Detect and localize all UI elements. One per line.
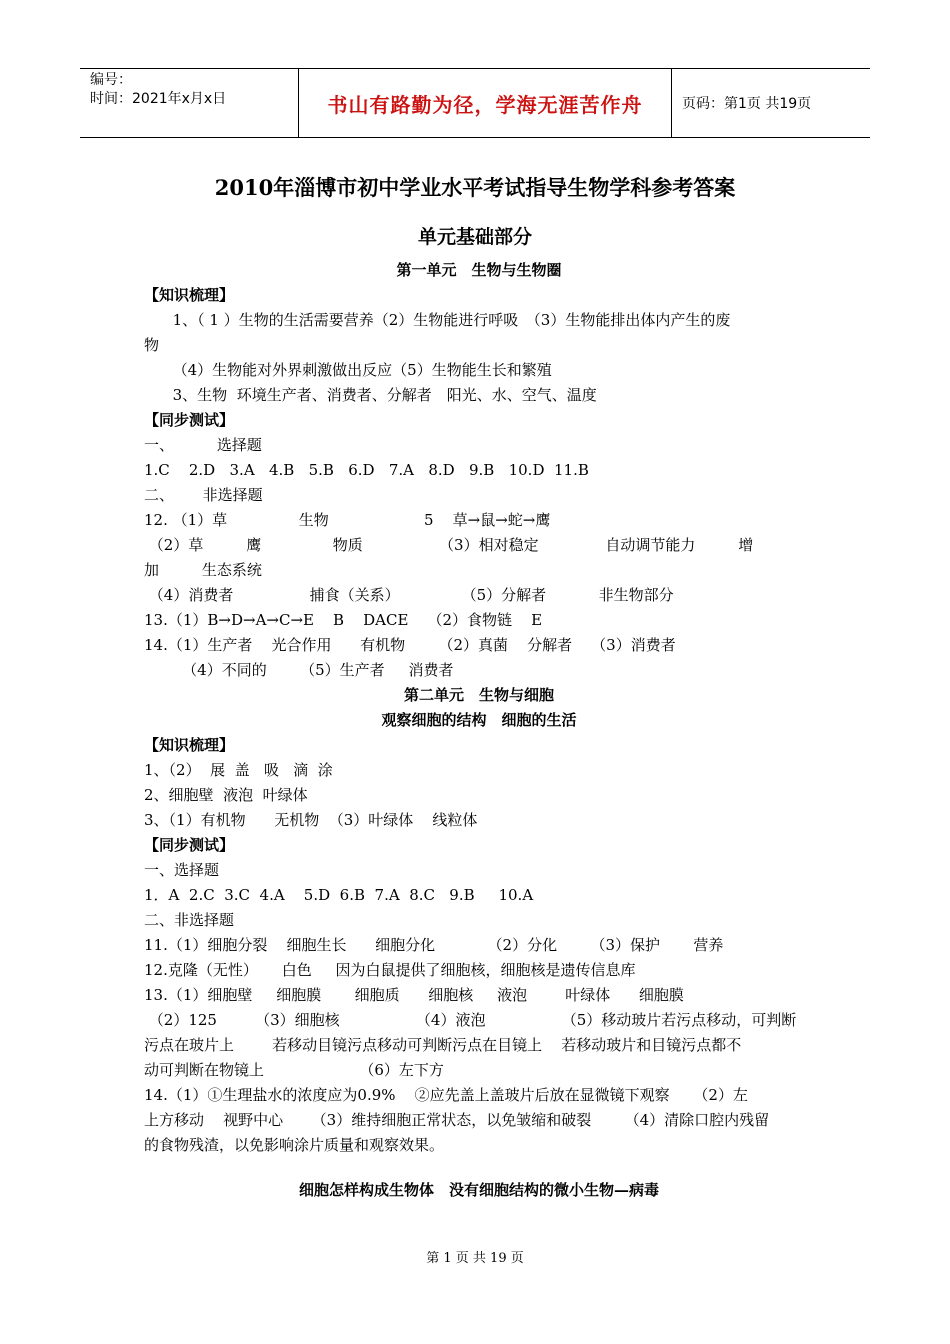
page-header <box>80 68 870 138</box>
text-line: 的食物残渣，以免影响涂片质量和观察效果。 <box>144 1136 445 1154</box>
text-line: 12.克隆（无性） 白色 因为白鼠提供了细胞核，细胞核是遗传信息库 <box>144 961 636 979</box>
page-footer: 第 1 页 共 19 页 <box>426 1251 524 1266</box>
text-line: （4）不同的 （5）生产者 消费者 <box>144 661 454 679</box>
text-line: 13.（1）B→D→A→C→E B DACE （2）食物链 E <box>144 611 543 629</box>
header-left-cell <box>80 69 299 137</box>
page-info: 页码：第1页 共19页 <box>682 96 812 112</box>
number-label: 编号： <box>90 72 132 88</box>
section-heading: 【知识梳理】 <box>144 286 235 304</box>
document-subtitle: 单元基础部分 <box>417 226 532 248</box>
text-line: 11.（1）细胞分裂 细胞生长 细胞分化 （2）分化 （3）保护 营养 <box>144 936 724 954</box>
text-line: （2）草 鹰 物质 （3）相对稳定 自动调节能力 增 <box>144 536 754 554</box>
section-heading: 【同步测试】 <box>144 411 235 429</box>
text-line: 1、（2） 展 盖 吸 滴 涂 <box>144 761 333 779</box>
text-line: 加 生态系统 <box>144 561 262 579</box>
lesson-heading: 观察细胞的结构 细胞的生活 <box>381 711 577 729</box>
text-line: 上方移动 视野中心 （3）维持细胞正常状态，以免皱缩和破裂 （4）清除口腔内残留 <box>144 1111 770 1129</box>
text-line: 12. （1）草 生物 5 草→鼠→蛇→鹰 <box>144 511 551 529</box>
text-line: 3、（1）有机物 无机物 （3）叶绿体 线粒体 <box>144 811 478 829</box>
text-line: 1、（ 1 ）生物的生活需要营养（2）生物能进行呼吸 （3）生物能排出体内产生的废 <box>144 311 731 329</box>
text-line: 3、生物 环境生产者、消费者、分解者 阳光、水、空气、温度 <box>144 386 597 404</box>
text-line: 1.C 2.D 3.A 4.B 5.B 6.D 7.A 8.D 9.B 10.D 11.B <box>144 461 589 479</box>
section-heading: 【知识梳理】 <box>144 736 235 754</box>
document-title: 2010年淄博市初中学业水平考试指导生物学科参考答案 <box>214 175 736 200</box>
text-line: （2）125 （3）细胞核 （4）液泡 （5）移动玻片若污点移动，可判断 <box>144 1011 797 1029</box>
date-label: 时间：2021年x月x日 <box>90 91 227 107</box>
text-line: 一、 选择题 <box>144 436 262 454</box>
motto-text: 书山有路勤为径，学海无涯苦作舟 <box>299 69 672 137</box>
document-body <box>144 258 814 1203</box>
text-line: 物 <box>144 336 160 354</box>
text-line: 污点在玻片上 若移动目镜污点移动可判断污点在目镜上 若移动玻片和目镜污点都不 <box>144 1036 742 1054</box>
text-line: 动可判断在物镜上 （6）左下方 <box>144 1061 444 1079</box>
unit-heading: 第二单元 生物与细胞 <box>403 686 554 704</box>
text-line: 13.（1）细胞壁 细胞膜 细胞质 细胞核 液泡 叶绿体 细胞膜 <box>144 986 684 1004</box>
text-line: 2、细胞壁 液泡 叶绿体 <box>144 786 308 804</box>
text-line: 1．A 2.C 3.C 4.A 5.D 6.B 7.A 8.C 9.B 10.A <box>144 886 534 904</box>
text-line: （4）消费者 捕食（关系） （5）分解者 非生物部分 <box>144 586 674 604</box>
section-heading: 【同步测试】 <box>144 836 235 854</box>
text-line: 二、 非选择题 <box>144 486 263 504</box>
text-line: 14.（1）生产者 光合作用 有机物 （2）真菌 分解者 （3）消费者 <box>144 636 676 654</box>
text-line: 二、非选择题 <box>144 911 235 929</box>
text-line: 一、选择题 <box>144 861 220 879</box>
text-line: 14.（1）①生理盐水的浓度应为0.9% ②应先盖上盖玻片后放在显微镜下观察 （2）左 <box>144 1086 748 1104</box>
text-line: （4）生物能对外界刺激做出反应（5）生物能生长和繁殖 <box>144 361 552 379</box>
lesson-heading: 细胞怎样构成生物体 没有细胞结构的微小生物—病毒 <box>298 1181 659 1199</box>
unit-heading: 第一单元 生物与生物圈 <box>396 261 562 279</box>
